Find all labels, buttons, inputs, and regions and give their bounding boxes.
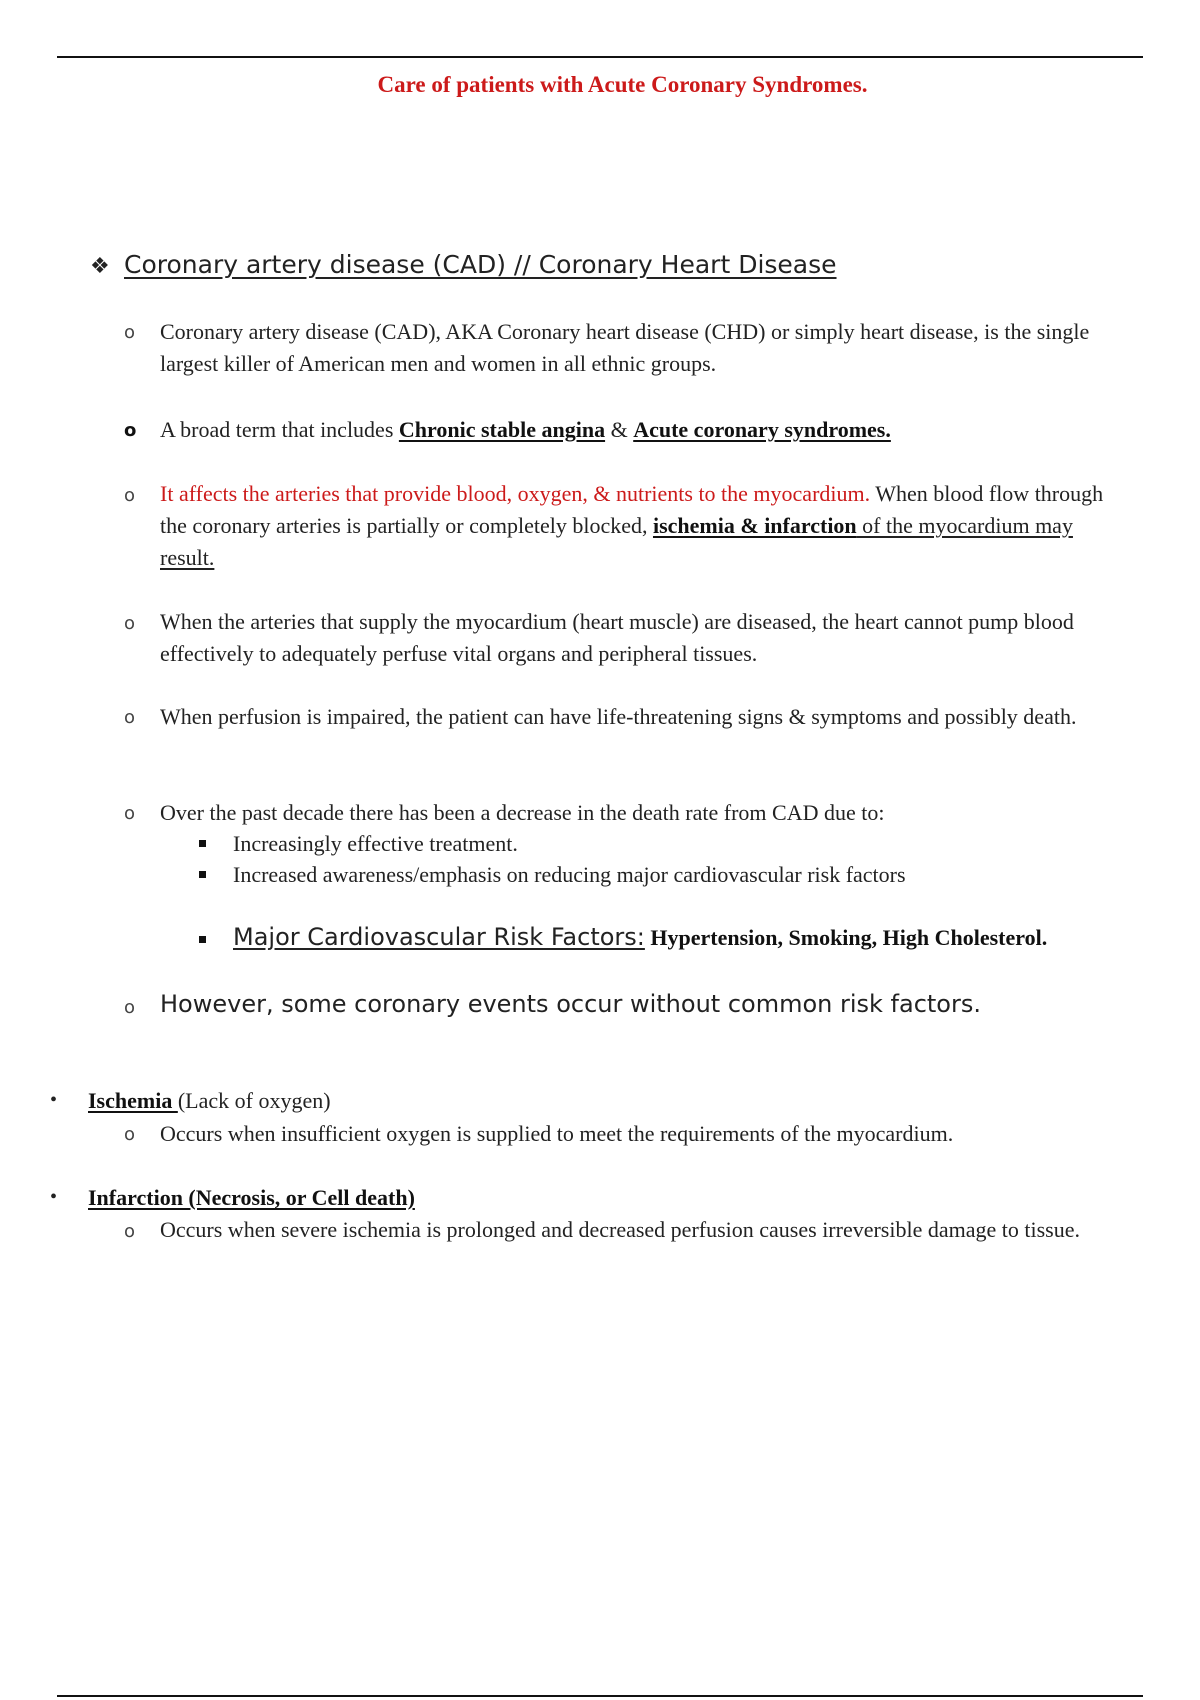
section-heading (90, 250, 837, 279)
risk-factors (233, 922, 1047, 953)
impaired-perfusion: When perfusion is impaired, the patient can have life-threatening signs & symptoms and possibly death. (160, 704, 1077, 729)
hollow-bullet-icon: o (124, 322, 136, 343)
hollow-bullet-icon: o (124, 997, 136, 1018)
sub-item-treatment: Increasingly effective treatment. (233, 831, 518, 856)
dot-bullet-icon: • (50, 1186, 58, 1208)
square-bullet-icon (199, 871, 206, 878)
hollow-bullet-icon: o (124, 420, 137, 441)
square-bullet-icon (199, 936, 206, 943)
broad-term: A broad term that includes Chronic stable angina & Acute coronary syndromes. (160, 417, 891, 442)
dot-bullet-icon: • (50, 1089, 58, 1111)
death-rate-decrease: Over the past decade there has been a decrease in the death rate from CAD due to: (160, 800, 885, 825)
ischemia-detail: Occurs when insufficient oxygen is supplied to meet the requirements of the myocardium. (160, 1121, 954, 1146)
however-note: However, some coronary events occur without common risk factors. (160, 990, 981, 1018)
risk-factors-values: Hypertension, Smoking, High Cholesterol. (650, 925, 1048, 950)
square-bullet-icon (199, 840, 206, 847)
hollow-bullet-icon: o (124, 803, 136, 824)
infarction-detail: Occurs when severe ischemia is prolonged and decreased perfusion causes irreversible damage to tissue. (160, 1217, 1080, 1242)
cad-definition: Coronary artery disease (CAD), AKA Coronary heart disease (CHD) or simply heart disease, is the single largest killer of American men and women in all ethnic groups. (160, 319, 1090, 376)
bottom-rule (57, 1695, 1143, 1697)
acute-coronary-syndromes: Acute coronary syndromes. (633, 417, 891, 442)
section-heading-text: Coronary artery disease (CAD) // Coronary Heart Disease (124, 250, 837, 279)
ischemia-term: Ischemia (Lack of oxygen) (88, 1088, 331, 1113)
hollow-bullet-icon: o (124, 1221, 136, 1242)
diseased-arteries: When the arteries that supply the myocardium (heart muscle) are diseased, the heart cannot pump blood effectively to adequately perfuse vital organs and peripheral tissues. (160, 609, 1074, 666)
top-rule (57, 56, 1143, 58)
chronic-stable-angina: Chronic stable angina (398, 417, 606, 442)
arteries-effect: It affects the arteries that provide blood, oxygen, & nutrients to the myocardium. When blood flow through the coronary arteries is partially or completely blocked, ischemia & infarction of the myocardium may result. (160, 481, 1104, 570)
hollow-bullet-icon: o (124, 485, 136, 506)
infarction-term: Infarction (Necrosis, or Cell death) (88, 1185, 415, 1210)
hollow-bullet-icon: o (124, 707, 136, 728)
hollow-bullet-icon: o (124, 1124, 136, 1145)
diamond-bullet-icon: ❖ (90, 254, 110, 279)
sub-item-awareness: Increased awareness/emphasis on reducing major cardiovascular risk factors (233, 862, 906, 887)
hollow-bullet-icon: o (124, 613, 136, 634)
risk-factors-label: Major Cardiovascular Risk Factors: (233, 923, 645, 951)
document-title: Care of patients with Acute Coronary Syndromes. (377, 72, 868, 97)
